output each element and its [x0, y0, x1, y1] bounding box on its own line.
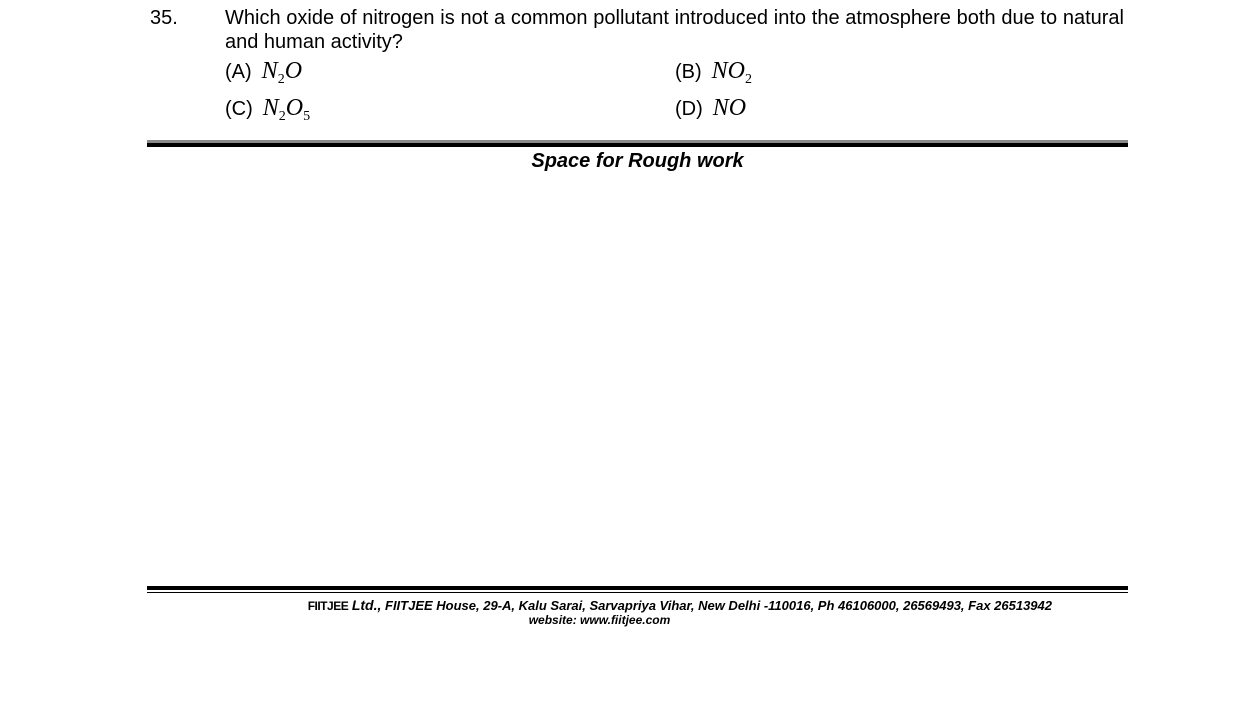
rough-work-title: Space for Rough work — [531, 150, 744, 172]
footer-address: FIITJEE House, 29-A, Kalu Sarai, Sarvapriya Vihar, New Delhi -110016, Ph 46106000, 26569493, Fax 26513942 — [385, 598, 1052, 613]
footer-website: website: www.fiitjee.com — [528, 613, 671, 627]
option-a-label: (A) — [225, 61, 252, 83]
option-b-label: (B) — [675, 61, 702, 83]
option-c-label: (C) — [225, 98, 253, 120]
footer-ltd: Ltd., — [351, 597, 382, 613]
option-d-formula: NO — [712, 95, 747, 121]
option-b — [675, 58, 753, 87]
option-d — [675, 96, 746, 121]
option-c-formula: $N_2O_5$ — [262, 95, 311, 124]
question-number: 35. — [150, 7, 178, 29]
option-d-label: (D) — [675, 98, 703, 120]
question-text: Which oxide of nitrogen is not a common pollutant introduced into the atmosphere both due to natural and human activity? — [225, 7, 1124, 53]
option-a — [225, 58, 303, 87]
option-c — [225, 95, 311, 124]
footer-divider — [147, 586, 1128, 593]
rough-work-divider — [147, 140, 1128, 147]
footer-brand: FIITJEE — [307, 599, 349, 613]
option-a-formula: $N_2O$ — [261, 58, 303, 87]
footer-address-line — [147, 597, 1052, 614]
option-b-formula: $NO_2$ — [711, 58, 753, 87]
